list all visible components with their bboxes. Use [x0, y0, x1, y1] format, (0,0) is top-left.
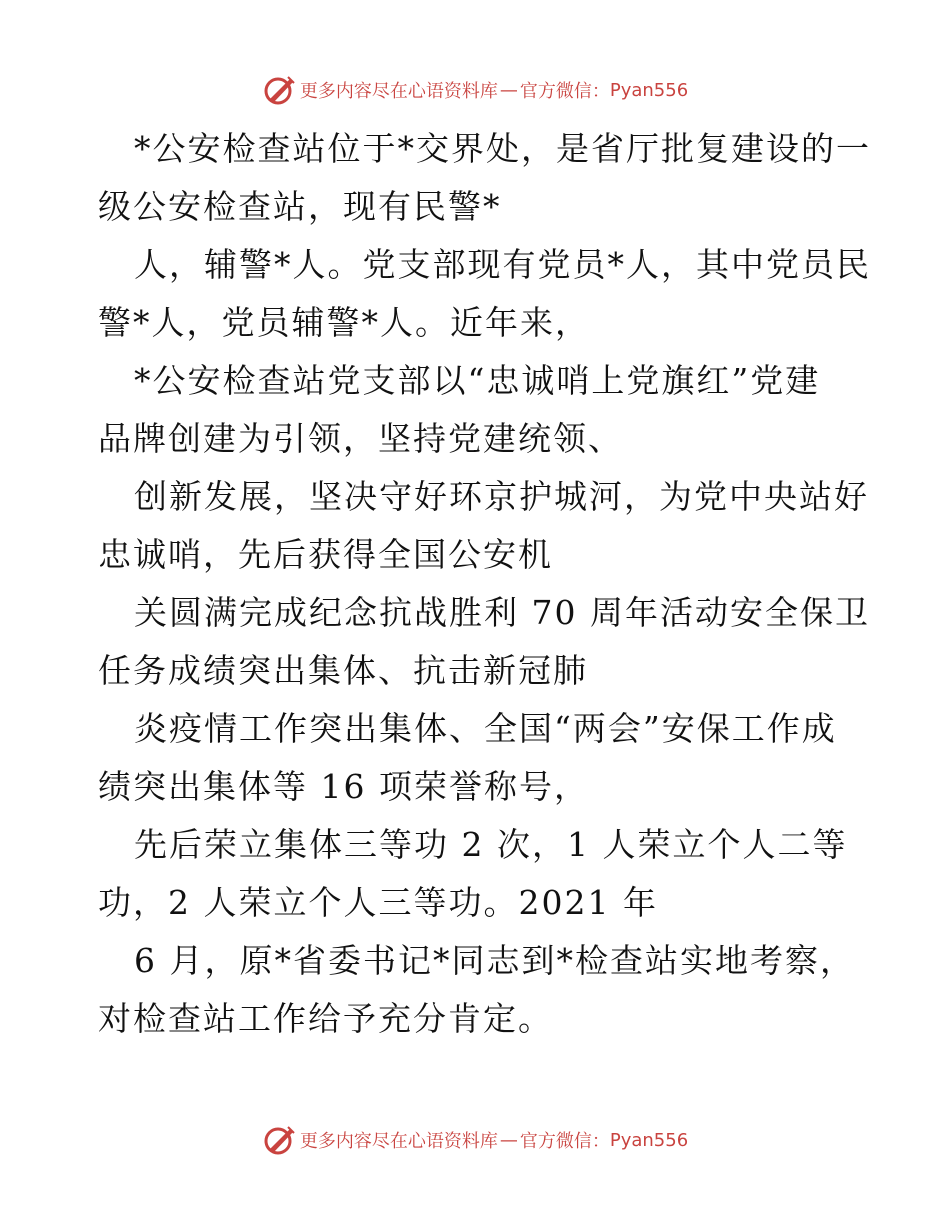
paragraph	[98, 584, 870, 700]
watermark-text: 更多内容尽在心语资料库	[299, 81, 498, 102]
paragraph-line: 警*人，党员辅警*人。近年来，	[98, 303, 590, 342]
quill-logo-icon	[262, 73, 296, 107]
paragraph-line: 先后荣立集体三等功 2 次，1 人荣立个人二等	[134, 825, 848, 864]
watermark-wechat-id: Pyan556	[609, 1129, 689, 1151]
paragraph-line: *公安检查站位于*交界处，是省厅批复建设的一	[134, 129, 871, 168]
paragraph	[98, 700, 858, 816]
paragraph-line: 忠诚哨，先后获得全国公安机	[98, 535, 553, 574]
watermark-wechat-id: Pyan556	[609, 79, 689, 101]
paragraph-line: 功，2 人荣立个人三等功。2021 年	[98, 883, 658, 922]
paragraph-line: *公安检查站党支部以“忠诚哨上党旗红”党建	[134, 361, 821, 400]
document-body	[98, 120, 871, 1048]
paragraph-line: 关圆满完成纪念抗战胜利 70 周年活动安全保卫	[134, 593, 870, 632]
paragraph-line: 对检查站工作给予充分肯定。	[98, 999, 553, 1038]
watermark-separator: —	[499, 1129, 518, 1151]
header-watermark	[0, 70, 950, 110]
paragraph-line: 炎疫情工作突出集体、全国“两会”安保工作成	[134, 709, 837, 748]
footer-watermark	[0, 1120, 950, 1160]
paragraph-line: 级公安检查站，现有民警*	[98, 187, 502, 226]
paragraph	[98, 816, 858, 932]
watermark-wechat-label: 官方微信：	[519, 1131, 610, 1152]
paragraph	[98, 236, 871, 352]
paragraph	[98, 352, 858, 468]
paragraph-line: 品牌创建为引领，坚持党建统领、	[98, 419, 623, 458]
paragraph	[98, 120, 871, 236]
watermark-text: 更多内容尽在心语资料库	[299, 1131, 498, 1152]
paragraph-line: 创新发展，坚决守好环京护城河，为党中央站好	[134, 477, 869, 516]
paragraph-line: 绩突出集体等 16 项荣誉称号，	[98, 767, 589, 806]
paragraph	[98, 932, 858, 1048]
paragraph	[98, 468, 869, 584]
watermark-separator: —	[499, 79, 518, 101]
paragraph-line: 任务成绩突出集体、抗击新冠肺	[98, 651, 588, 690]
paragraph-line: 人，辅警*人。党支部现有党员*人，其中党员民	[134, 245, 871, 284]
watermark-wechat-label: 官方微信：	[519, 81, 610, 102]
quill-logo-icon	[262, 1123, 296, 1157]
paragraph-line: 6 月，原*省委书记*同志到*检查站实地考察，	[134, 941, 855, 980]
